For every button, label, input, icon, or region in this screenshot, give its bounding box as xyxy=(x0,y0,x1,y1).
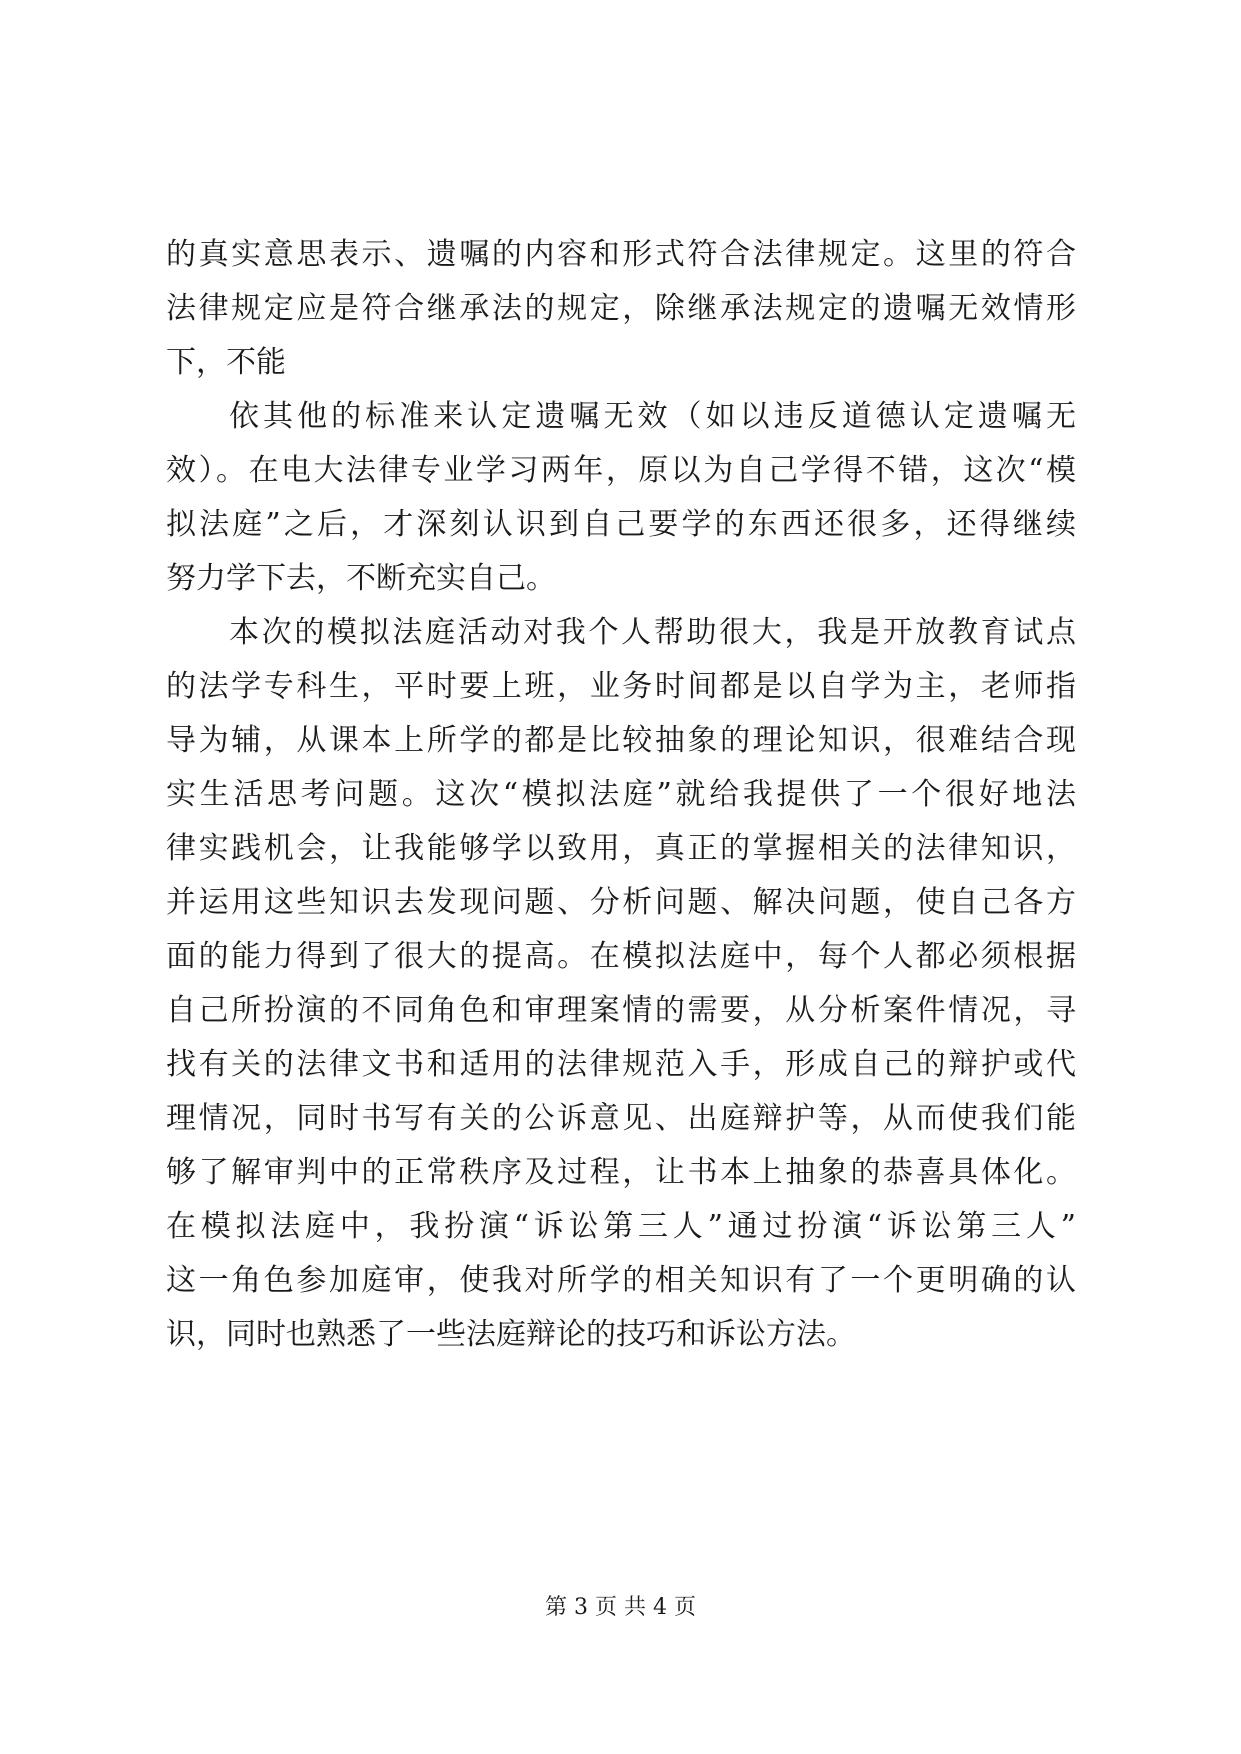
text-line: 法律规定应是符合继承法的规定，除继承法规定的遗嘱无效情形 xyxy=(166,291,1076,326)
text-line: 律实践机会，让我能够学以致用，真正的掌握相关的法律知识， xyxy=(166,831,1076,866)
text-line: 并运用这些知识去发现问题、分析问题、解决问题，使自己各方 xyxy=(166,885,1076,920)
text-line: 努力学下去，不断充实自己。 xyxy=(166,561,556,596)
text-line: 面的能力得到了很大的提高。在模拟法庭中，每个人都必须根据 xyxy=(166,939,1076,974)
text-line: 的法学专科生，平时要上班，业务时间都是以自学为主，老师指 xyxy=(166,669,1076,704)
text-line: 理情况，同时书写有关的公诉意见、出庭辩护等，从而使我们能 xyxy=(166,1101,1076,1136)
paragraph xyxy=(166,228,1076,390)
text-line: 依其他的标准来认定遗嘱无效（如以违反道德认定遗嘱无 xyxy=(229,399,1076,434)
paragraph xyxy=(166,606,1076,1362)
text-line: 的真实意思表示、遗嘱的内容和形式符合法律规定。这里的符合 xyxy=(166,237,1076,272)
text-line: 本次的模拟法庭活动对我个人帮助很大，我是开放教育试点 xyxy=(229,615,1076,650)
text-line: 自己所扮演的不同角色和审理案情的需要，从分析案件情况，寻 xyxy=(166,993,1076,1028)
paragraph xyxy=(166,390,1076,606)
text-line: 在模拟法庭中，我扮演“诉讼第三人”通过扮演“诉讼第三人” xyxy=(166,1209,1076,1244)
body-text xyxy=(166,228,1076,1362)
text-line: 下，不能 xyxy=(166,345,286,380)
text-line: 实生活思考问题。这次“模拟法庭”就给我提供了一个很好地法 xyxy=(166,777,1076,812)
text-line: 这一角色参加庭审，使我对所学的相关知识有了一个更明确的认 xyxy=(166,1263,1076,1298)
text-line: 够了解审判中的正常秩序及过程，让书本上抽象的恭喜具体化。 xyxy=(166,1155,1076,1190)
text-line: 拟法庭”之后，才深刻认识到自己要学的东西还很多，还得继续 xyxy=(166,507,1076,542)
text-line: 找有关的法律文书和适用的法律规范入手，形成自己的辩护或代 xyxy=(166,1047,1076,1082)
text-line: 导为辅，从课本上所学的都是比较抽象的理论知识，很难结合现 xyxy=(166,723,1076,758)
page-footer: 第 3 页 共 4 页 xyxy=(545,1595,696,1620)
text-line: 效）。在电大法律专业学习两年，原以为自己学得不错，这次“模 xyxy=(166,453,1076,488)
text-line: 识，同时也熟悉了一些法庭辩论的技巧和诉讼方法。 xyxy=(166,1317,856,1352)
